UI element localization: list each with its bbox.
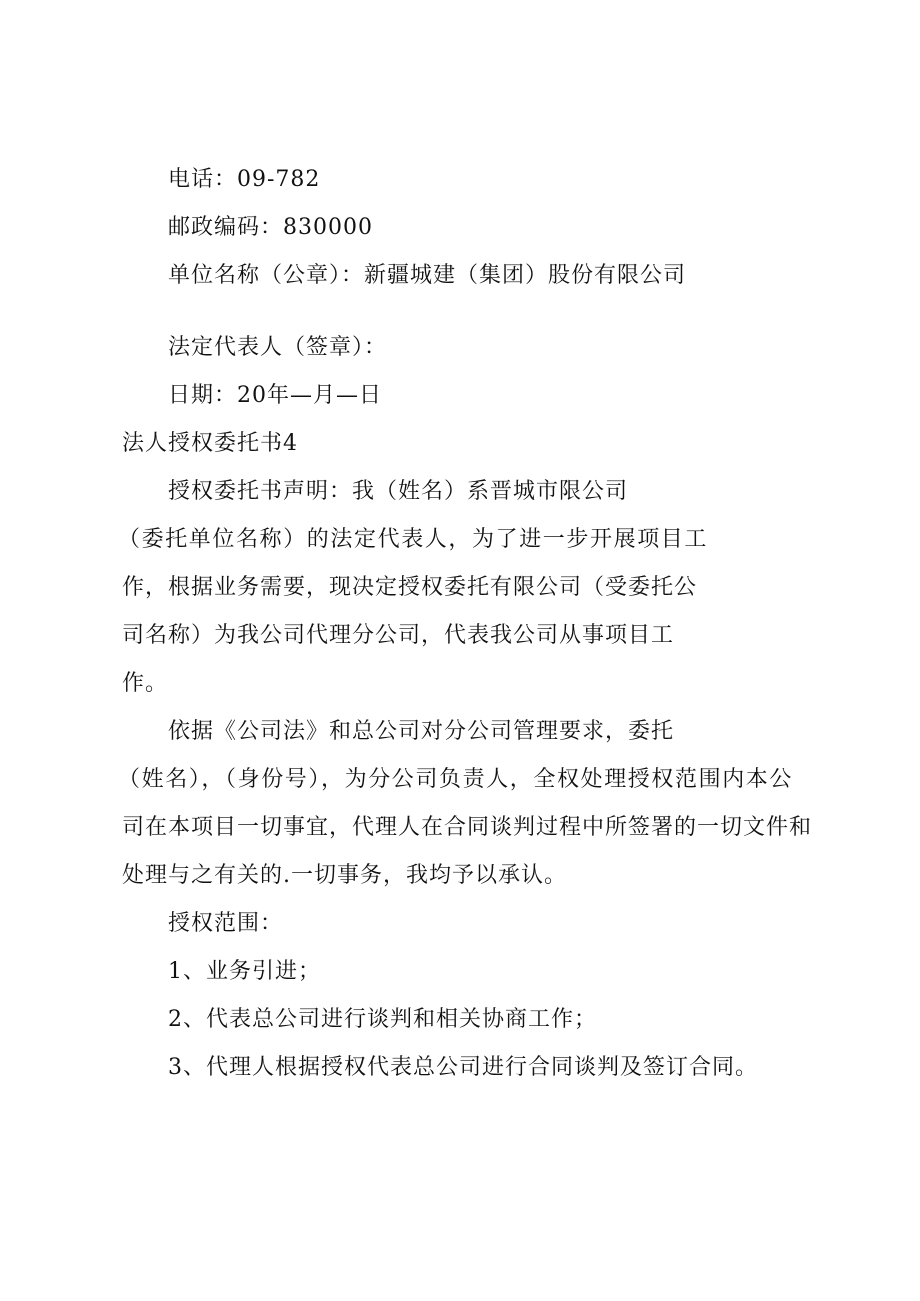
declaration-line-3: 作，根据业务需要，现决定授权委托有限公司（受委托公 <box>122 575 698 600</box>
basis-line-2: （姓名），（身份号），为分公司负责人，全权处理授权范围内本公 <box>118 767 794 792</box>
legal-representative-line: 法定代表人（签章）： <box>168 335 388 360</box>
declaration-line-5: 作。 <box>122 671 169 696</box>
basis-line-4: 处理与之有关的.一切事务，我均予以承认。 <box>122 863 567 888</box>
phone-line: 电话：09-782 <box>168 167 321 192</box>
scope-item-1: 1、业务引进； <box>168 959 321 984</box>
scope-heading: 授权范围： <box>168 911 284 936</box>
declaration-line-4: 司名称）为我公司代理分公司，代表我公司从事项目工 <box>122 623 675 648</box>
declaration-line-2: （委托单位名称）的法定代表人，为了进一步开展项目工 <box>118 527 709 552</box>
postcode-line: 邮政编码：830000 <box>168 215 373 240</box>
date-line: 日期：20年—月—日 <box>168 383 382 408</box>
scope-item-2: 2、代表总公司进行谈判和相关协商工作； <box>168 1007 597 1032</box>
scope-item-3: 3、代理人根据授权代表总公司进行合同谈判及签订合同。 <box>168 1055 758 1080</box>
basis-line-3: 司在本项目一切事宜，代理人在合同谈判过程中所签署的一切文件和 <box>122 815 813 840</box>
declaration-line-1: 授权委托书声明：我（姓名）系晋城市限公司 <box>168 479 629 504</box>
company-name-line: 单位名称（公章）：新疆城建（集团）股份有限公司 <box>168 263 687 288</box>
basis-line-1: 依据《公司法》和总公司对分公司管理要求，委托 <box>168 719 675 744</box>
section-title: 法人授权委托书4 <box>122 431 298 456</box>
